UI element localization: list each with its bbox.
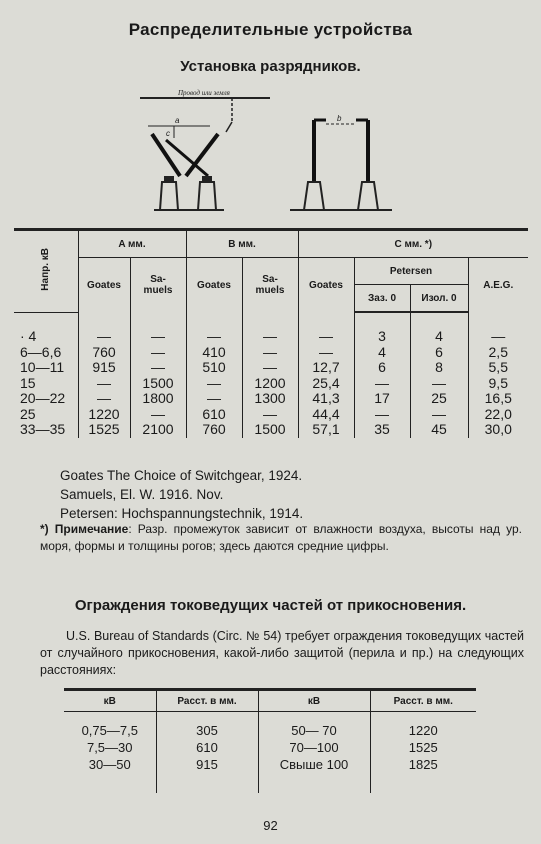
col-aeg: A.E.G. [468, 258, 528, 313]
dim-label-c: c [166, 129, 170, 138]
col-goates-c: Goates [298, 258, 354, 313]
table-row: 6—6,6 760 — 410 — — 4 6 2,5 [14, 345, 528, 361]
col-group-a: A мм. [78, 230, 186, 258]
dim-label-a: a [175, 116, 180, 125]
col-zaz: Заз. 0 [354, 285, 410, 313]
table-row: 15 — 1500 — 1200 25,4 — — 9,5 [14, 376, 528, 392]
section-paragraph: U.S. Bureau of Standards (Circ. № 54) требует ограждения токоведущих частей от случайного прикосновения, какой-либо защитой (перила и пр.) на следующих расстояниях: [40, 629, 524, 677]
col-goates-b: Goates [186, 258, 242, 313]
arrester-installation-diagram [130, 86, 410, 216]
table-row: 0,75—7,5 305 50— 70 1220 [64, 722, 476, 739]
reference-item: Samuels, El. W. 1916. Nov. [60, 487, 224, 502]
references-list [60, 466, 303, 523]
col-group-c: C мм. *) [298, 230, 528, 258]
col-petersen: Petersen [354, 258, 468, 285]
col-dist-2: Расст. в мм. [370, 690, 476, 712]
table-row: 25 1220 — 610 — 44,4 — — 22,0 [14, 407, 528, 423]
guard-distance-table [64, 688, 476, 793]
table-row: 33—35 1525 2100 760 1500 57,1 35 45 30,0 [14, 422, 528, 438]
section-title-arresters: Установка разрядников. [180, 58, 361, 75]
table-row: · 4 — — — — — 3 4 — [14, 329, 528, 345]
page-title: Распределительные устройства [128, 20, 413, 39]
table-row: 30—50 915 Свыше 100 1825 [64, 756, 476, 773]
diagram-label: Провод или земля [178, 89, 230, 97]
col-goates-a: Goates [78, 258, 130, 313]
table-row: 20—22 — 1800 — 1300 41,3 17 25 16,5 [14, 391, 528, 407]
section-title-guards: Ограждения токоведущих частей от прикосновения. [74, 597, 467, 614]
col-samuels-a: Sa- muels [130, 258, 186, 313]
table-row: 10—11 915 — 510 — 12,7 6 8 5,5 [14, 360, 528, 376]
reference-item: Petersen: Hochspannungstechnik, 1914. [60, 506, 304, 521]
page-number: 92 [263, 818, 278, 833]
footnote-text: : Разр. промежуток зависит от влажности воздуха, высоты над ур. моря, формы и толщины рогов; здесь даются средние цифры. [40, 522, 522, 553]
reference-item: Goates The Choice of Switchgear, 1924. [60, 468, 303, 483]
footnote [40, 521, 522, 554]
col-voltage-header: Напр. кВ [14, 230, 78, 313]
col-izol: Изол. 0 [410, 285, 468, 313]
col-kv-1: кВ [64, 690, 156, 712]
footnote-label: *) Примечание [40, 522, 129, 536]
dim-label-b: b [337, 114, 342, 123]
col-kv-2: кВ [258, 690, 370, 712]
table-row: 7,5—30 610 70—100 1525 [64, 739, 476, 756]
col-dist-1: Расст. в мм. [156, 690, 258, 712]
col-samuels-b: Sa- muels [242, 258, 298, 313]
col-group-b: B мм. [186, 230, 298, 258]
arrester-spacing-table [14, 228, 528, 438]
